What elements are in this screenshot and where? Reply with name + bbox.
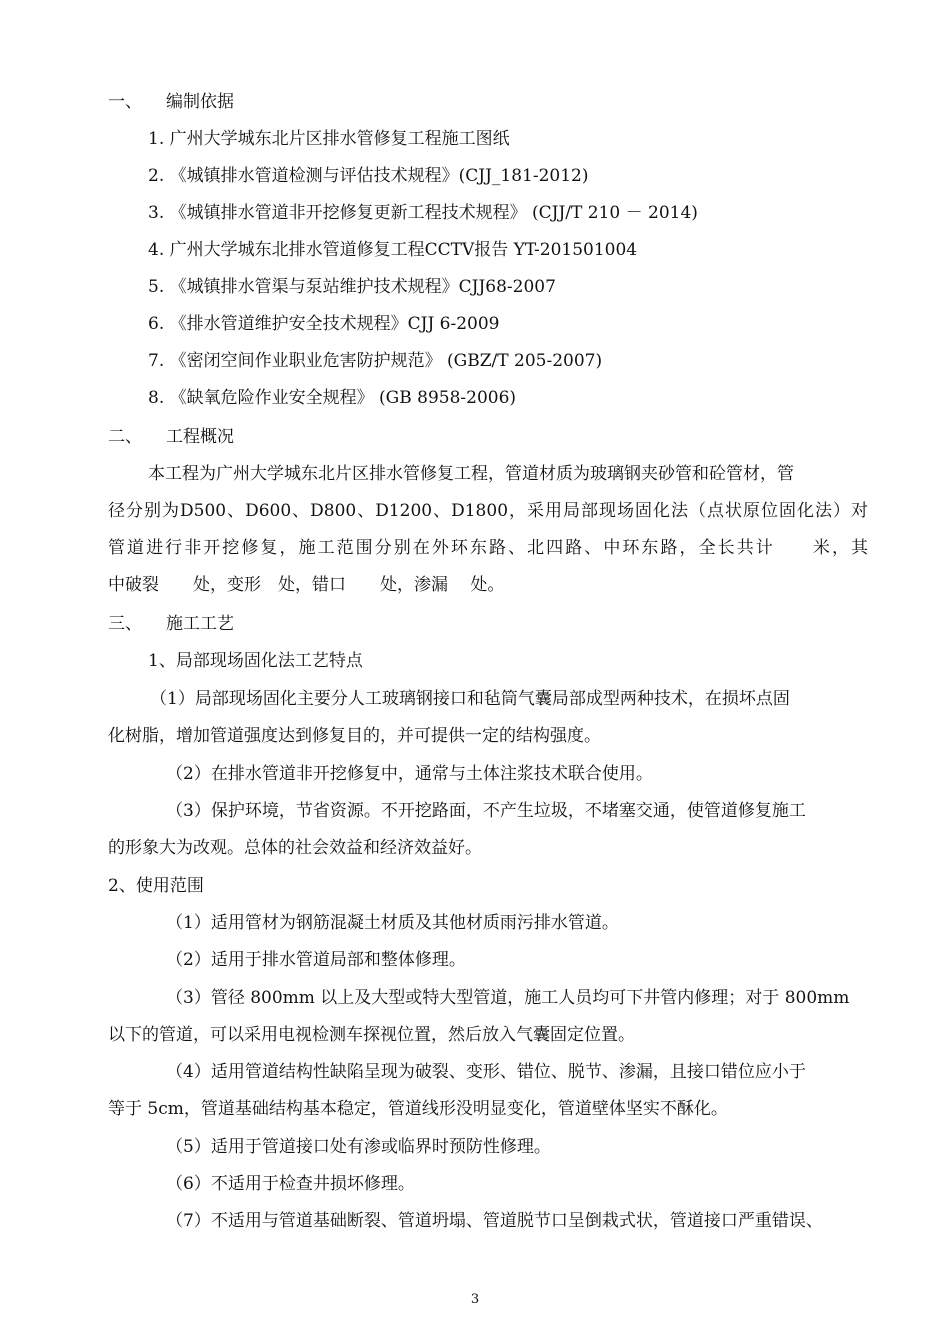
overview-line-3: 管道进行非开挖修复，施工范围分别在外环东路、北四路、中环东路，全长共计 米，其 — [108, 538, 868, 558]
section-number: 三、 — [108, 614, 142, 634]
subsection-title-1: 1、局部现场固化法工艺特点 — [148, 651, 363, 671]
feature-1-line-1: （1）局部现场固化主要分人工玻璃钢接口和毡筒气囊局部成型两种技术，在损坏点固 — [150, 689, 790, 709]
page-number: 3 — [470, 1292, 480, 1307]
feature-1-line-2: 化树脂，增加管道强度达到修复目的，并可提供一定的结构强度。 — [108, 726, 601, 746]
section-title: 施工工艺 — [166, 614, 234, 634]
usage-1: （1）适用管材为钢筋混凝土材质及其他材质雨污排水管道。 — [166, 913, 619, 933]
section-heading-2 — [108, 419, 234, 456]
usage-2: （2）适用于排水管道局部和整体修理。 — [166, 950, 466, 970]
feature-3-line-2: 的形象大为改观。总体的社会效益和经济效益好。 — [108, 838, 482, 858]
section-number: 一、 — [108, 92, 142, 112]
usage-4-line-2: 等于 5cm，管道基础结构基本稳定，管道线形没明显变化，管道壁体坚实不酥化。 — [108, 1099, 728, 1119]
basis-item-6: 6. 《排水管道维护安全技术规程》CJJ 6-2009 — [148, 314, 500, 334]
basis-item-3: 3. 《城镇排水管道非开挖修复更新工程技术规程》 (CJJ/T 210 － 2014) — [148, 203, 698, 223]
section-number: 二、 — [108, 427, 142, 447]
usage-3-line-2: 以下的管道，可以采用电视检测车探视位置，然后放入气囊固定位置。 — [108, 1025, 635, 1045]
basis-item-2: 2. 《城镇排水管道检测与评估技术规程》(CJJ_181-2012) — [148, 166, 589, 186]
section-heading-1 — [108, 84, 234, 121]
usage-4-line-1: （4）适用管道结构性缺陷呈现为破裂、变形、错位、脱节、渗漏，且接口错位应小于 — [166, 1062, 806, 1082]
overview-line-2: 径分别为D500、D600、D800、D1200、D1800，采用局部现场固化法（点状原位固化法）对 — [108, 501, 868, 521]
overview-line-1: 本工程为广州大学城东北片区排水管修复工程，管道材质为玻璃钢夹砂管和砼管材，管 — [148, 464, 794, 484]
section-heading-3 — [108, 606, 234, 643]
usage-5: （5）适用于管道接口处有渗或临界时预防性修理。 — [166, 1137, 551, 1157]
basis-item-7: 7. 《密闭空间作业职业危害防护规范》 (GBZ/T 205-2007) — [148, 351, 603, 371]
usage-3-line-1: （3）管径 800mm 以上及大型或特大型管道，施工人员均可下井管内修理；对于 800mm — [166, 988, 850, 1008]
overview-line-4: 中破裂 处，变形 处，错口 处，渗漏 处。 — [108, 575, 505, 595]
section-title: 编制依据 — [166, 92, 234, 112]
basis-item-5: 5. 《城镇排水管渠与泵站维护技术规程》CJJ68-2007 — [148, 277, 556, 297]
basis-item-4: 4. 广州大学城东北排水管道修复工程CCTV报告 YT-201501004 — [148, 240, 638, 260]
feature-2: （2）在排水管道非开挖修复中，通常与土体注浆技术联合使用。 — [166, 764, 653, 784]
subsection-title-2: 2、使用范围 — [108, 876, 204, 896]
basis-item-1: 1. 广州大学城东北片区排水管修复工程施工图纸 — [148, 129, 510, 149]
usage-7: （7）不适用与管道基础断裂、管道坍塌、管道脱节口呈倒栽式状，管道接口严重错误、 — [166, 1211, 823, 1231]
basis-item-8: 8. 《缺氧危险作业安全规程》 (GB 8958-2006) — [148, 388, 517, 408]
feature-3-line-1: （3）保护环境，节省资源。不开挖路面，不产生垃圾，不堵塞交通，使管道修复施工 — [166, 801, 806, 821]
section-title: 工程概况 — [166, 427, 234, 447]
usage-6: （6）不适用于检查井损坏修理。 — [166, 1174, 415, 1194]
